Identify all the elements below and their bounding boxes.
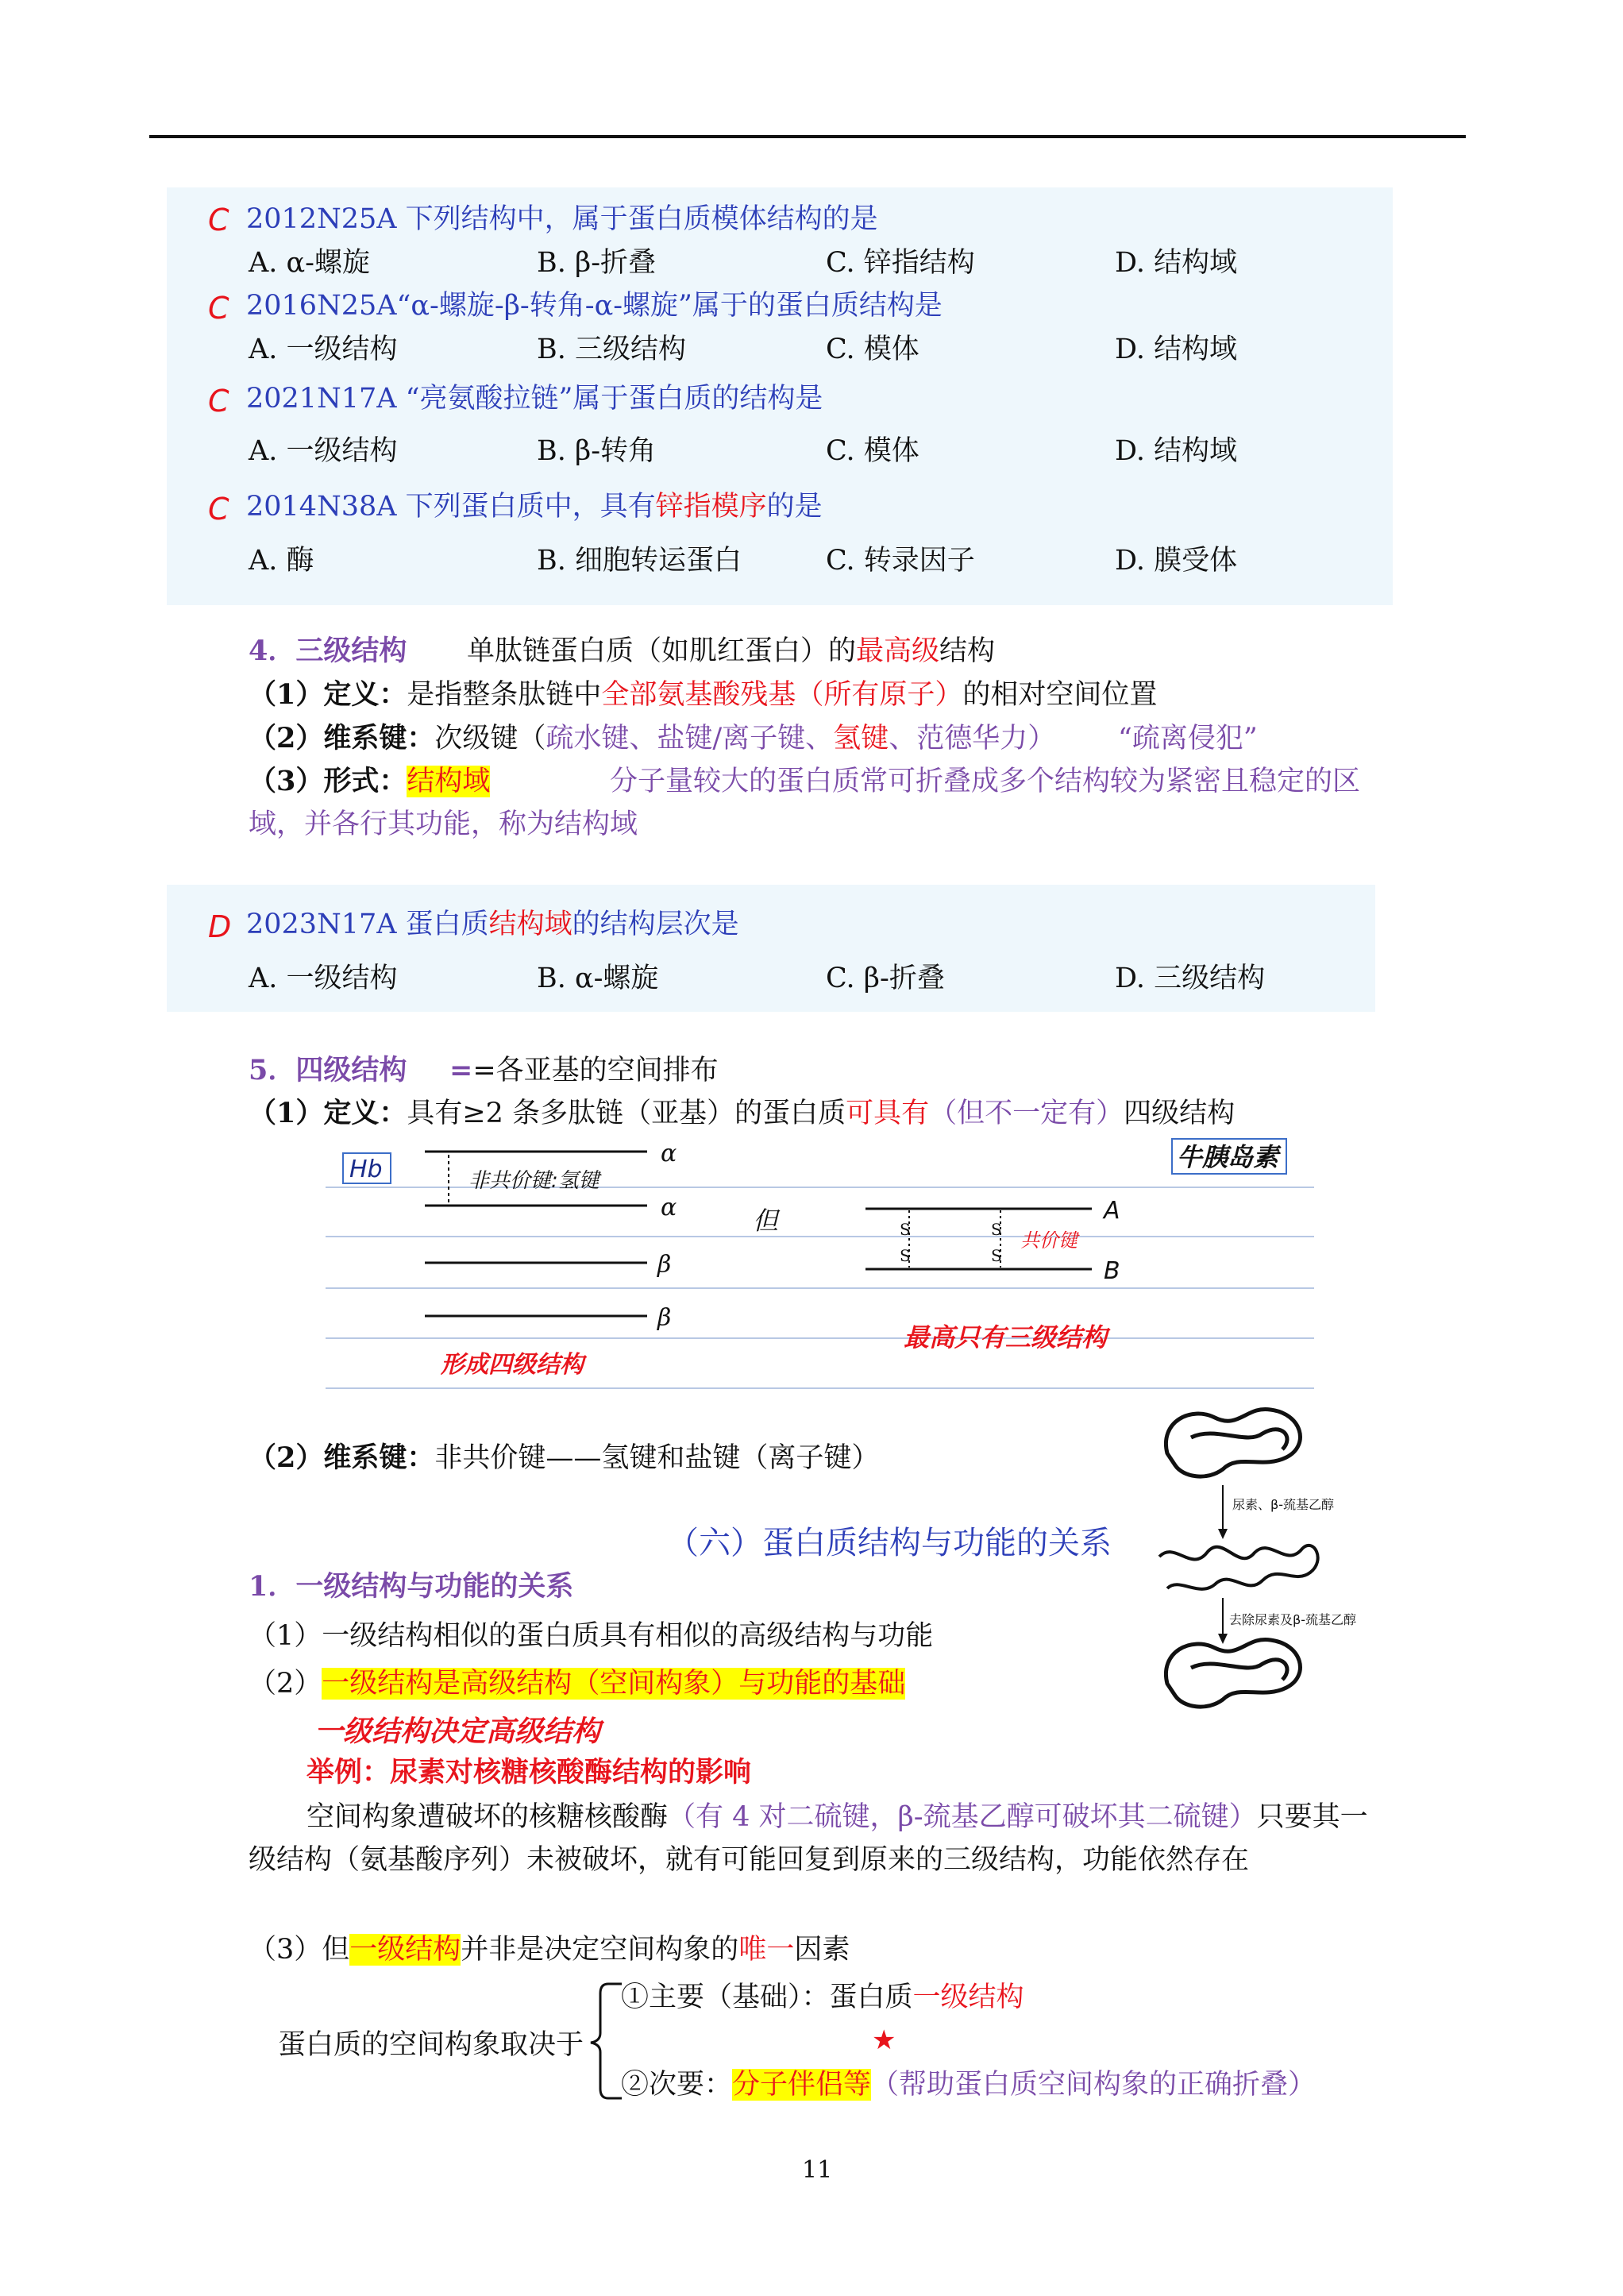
- chain-b-label: B: [1104, 1257, 1120, 1285]
- answer-mark: C: [208, 384, 229, 419]
- subsection-heading: 1．一级结构与功能的关系: [249, 1570, 574, 1603]
- option-b: B. β-折叠: [537, 247, 657, 279]
- sulfur-label: S: [900, 1246, 911, 1265]
- forms-quaternary-label: 形成四级结构: [441, 1351, 584, 1379]
- point-3: （3）但一级结构并非是决定空间构象的唯一因素: [249, 1934, 850, 1966]
- option-c: C. 锌指结构: [826, 247, 975, 279]
- answer-mark: C: [208, 203, 229, 237]
- heading-description: 单肽链蛋白质（如肌红蛋白）的最高级结构: [467, 635, 996, 667]
- chain-a-label: A: [1104, 1197, 1120, 1225]
- renature-label: 去除尿素及β-巯基乙醇: [1229, 1612, 1356, 1627]
- brace: [586, 1978, 626, 2105]
- option-c: C. β-折叠: [826, 963, 945, 994]
- option-c: C. 转录因子: [826, 545, 975, 577]
- beta-label: β: [657, 1304, 672, 1332]
- mnemonic: “疏离侵犯”: [1118, 723, 1258, 754]
- denatured-protein: [1159, 1545, 1318, 1589]
- domain-note: 分子量较大的蛋白质常可折叠成多个结构较为紧密且稳定的区: [610, 766, 1361, 797]
- noncovalent-label: 非共价键:氢键: [468, 1169, 599, 1193]
- determinant-label: 蛋白质的空间构象取决于: [278, 2029, 584, 2061]
- definition-line: （1）定义：具有≥2 条多肽链（亚基）的蛋白质可具有（但不一定有）四级结构: [249, 1097, 1236, 1129]
- hb-label: Hb: [349, 1156, 383, 1183]
- ribonuclease-figure: [1143, 1390, 1382, 1731]
- arrow: [1218, 1529, 1228, 1539]
- bond-line: （2）维系键：次级键（疏水键、盐键/离子键、氢键、范德华力）: [249, 722, 1056, 754]
- option-a: A. 一级结构: [249, 334, 398, 365]
- covalent-label: 共价键: [1020, 1229, 1078, 1252]
- option-a: A. 一级结构: [249, 435, 398, 467]
- option-d: D. 结构域: [1115, 435, 1238, 467]
- bond-line: （2）维系键：非共价键——氢键和盐键（离子键）: [249, 1441, 880, 1474]
- question-stem: 2023N17A 蛋白质结构域的结构层次是: [246, 909, 739, 940]
- alpha-label: α: [661, 1194, 677, 1221]
- option-b: B. 三级结构: [537, 334, 686, 365]
- heading-description: ==各亚基的空间排布: [449, 1054, 719, 1086]
- option-b: B. 细胞转运蛋白: [537, 545, 742, 577]
- option-c: C. 模体: [826, 334, 919, 365]
- option-d: D. 三级结构: [1115, 963, 1266, 994]
- but-label: 但: [753, 1206, 779, 1236]
- option-a: A. α-螺旋: [249, 247, 370, 279]
- page-number: 11: [802, 2156, 833, 2184]
- handwritten-note: 一级结构决定高级结构: [314, 1715, 601, 1748]
- example-heading: 举例：尿素对核糖核酸酶结构的影响: [306, 1756, 752, 1789]
- definition-line: （1）定义：是指整条肽链中全部氨基酸残基（所有原子）的相对空间位置: [249, 678, 1158, 711]
- option-c: C. 模体: [826, 435, 919, 467]
- question-stem: 2014N38A 下列蛋白质中，具有锌指模序的是: [246, 491, 823, 523]
- example-paragraph-line-1: 空间构象遭破坏的核糖核酸酶（有 4 对二硫键，β-巯基乙醇可破坏其二硫键）只要其一: [306, 1801, 1368, 1833]
- question-stem: 2021N17A “亮氨酸拉链”属于蛋白质的结构是: [246, 383, 823, 415]
- form-line: （3）形式：结构域: [249, 765, 491, 797]
- header-rule: [149, 135, 1466, 138]
- arrow: [1218, 1634, 1228, 1644]
- option-d: D. 膜受体: [1115, 545, 1238, 577]
- option-d: D. 结构域: [1115, 334, 1238, 365]
- answer-mark: D: [208, 909, 232, 944]
- refolded-protein: [1166, 1639, 1300, 1707]
- section-heading: 4．三级结构: [249, 635, 407, 667]
- option-b: B. β-转角: [537, 435, 657, 467]
- option-b: B. α-螺旋: [537, 963, 659, 994]
- alpha-label: α: [661, 1140, 677, 1167]
- sulfur-label: S: [900, 1220, 911, 1239]
- star-icon: ★: [872, 2024, 896, 2056]
- domain-note-2: 域，并各行其功能，称为结构域: [249, 808, 638, 840]
- example-paragraph-line-2: 级结构（氨基酸序列）未被破坏，就有可能回复到原来的三级结构，功能依然存在: [249, 1844, 1250, 1876]
- option-a: A. 一级结构: [249, 963, 398, 994]
- section-heading: 5．四级结构: [249, 1054, 407, 1086]
- section-title: （六）蛋白质结构与功能的关系: [667, 1525, 1112, 1561]
- point-1: （1）一级结构相似的蛋白质具有相似的高级结构与功能: [249, 1620, 934, 1652]
- answer-mark: C: [208, 492, 229, 527]
- answer-mark: C: [208, 291, 229, 326]
- max-tertiary-label: 最高只有三级结构: [904, 1322, 1108, 1353]
- native-protein: [1166, 1409, 1300, 1476]
- sulfur-label: S: [991, 1246, 1002, 1265]
- sulfur-label: S: [991, 1220, 1002, 1239]
- denature-label: 尿素、β-巯基乙醇: [1232, 1497, 1334, 1512]
- question-stem: 2012N25A 下列结构中，属于蛋白质模体结构的是: [246, 203, 878, 235]
- option-a: A. 酶: [249, 545, 314, 577]
- beta-label: β: [657, 1251, 672, 1279]
- quaternary-diagram: [326, 1136, 1318, 1398]
- secondary-determinant: ②次要：分子伴侣等（帮助蛋白质空间构象的正确折叠）: [621, 2069, 1317, 2101]
- main-determinant: ①主要（基础）：蛋白质一级结构: [621, 1982, 1024, 2013]
- question-stem: 2016N25A“α-螺旋-β-转角-α-螺旋”属于的蛋白质结构是: [246, 290, 943, 322]
- option-d: D. 结构域: [1115, 247, 1238, 279]
- point-2: （2）一级结构是高级结构（空间构象）与功能的基础: [249, 1668, 906, 1700]
- insulin-label: 牛胰岛素: [1177, 1142, 1279, 1172]
